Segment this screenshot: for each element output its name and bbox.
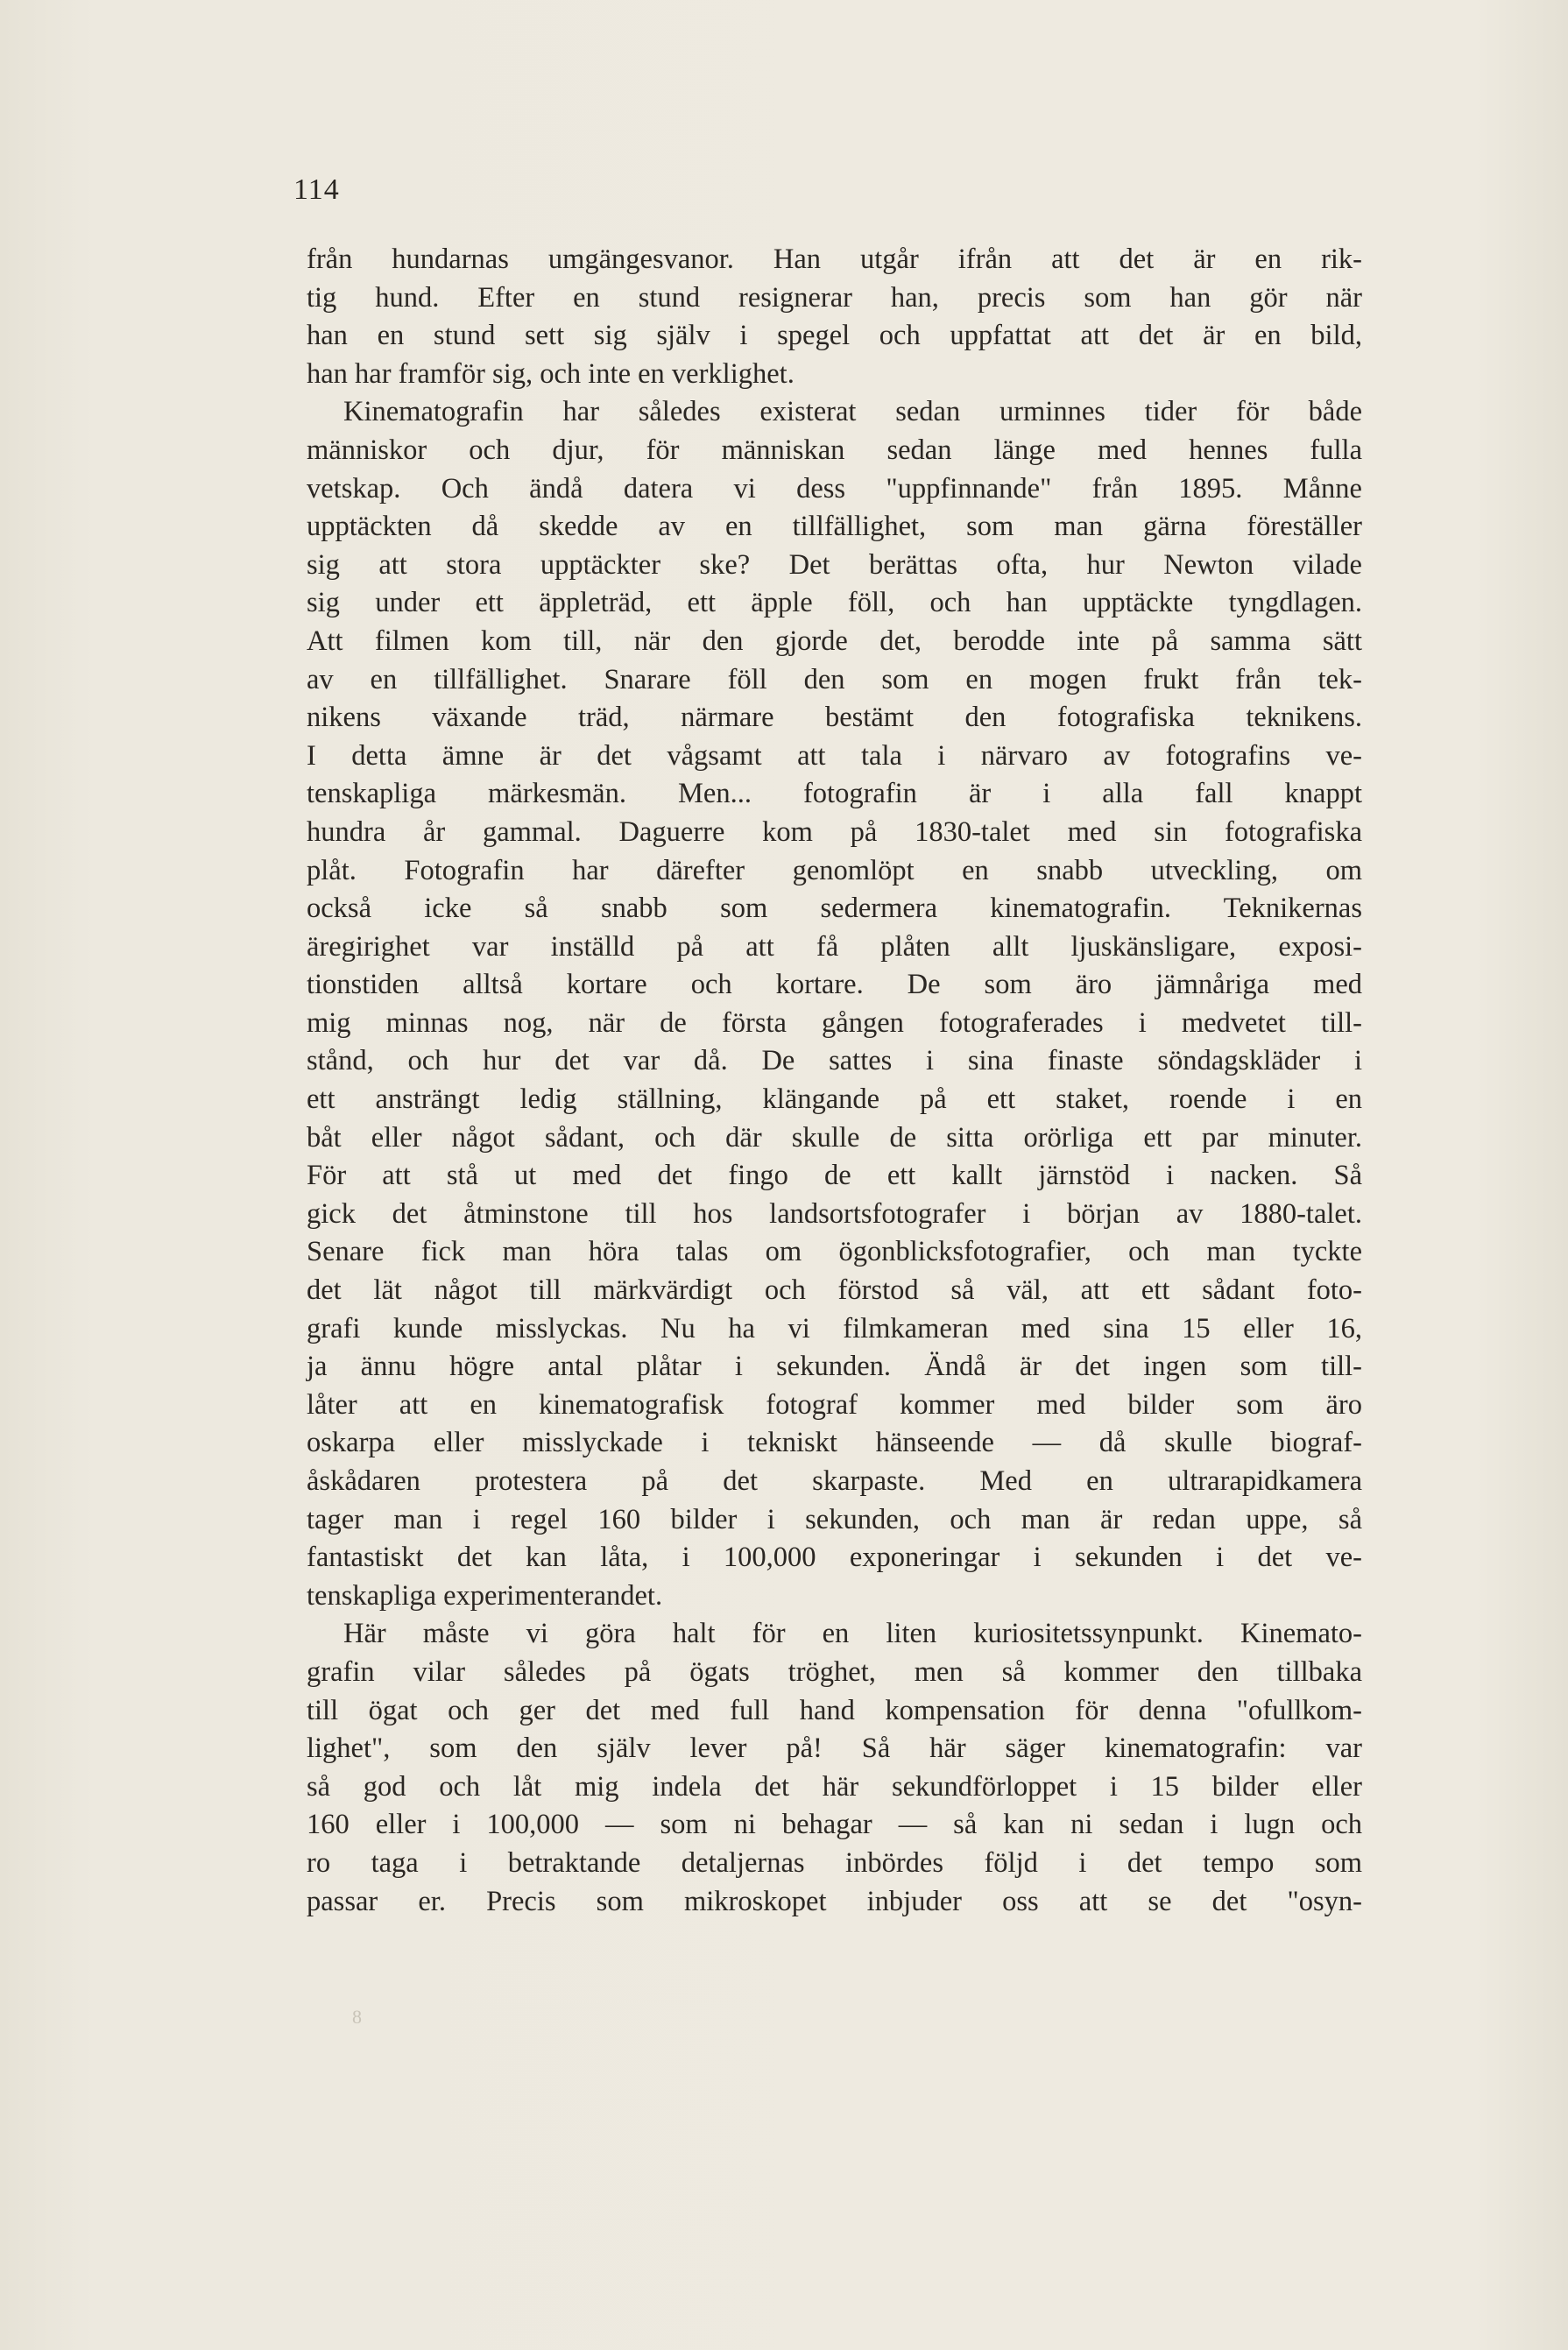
text-line: 160 eller i 100,000 — som ni behagar — så kan ni sedan i lugn och — [307, 1809, 1362, 1841]
text-line: till ögat och ger det med full hand kompensation för denna "ofullkom- — [307, 1694, 1362, 1726]
text-line: det lät något till märkvärdigt och förstod så väl, att ett sådant foto- — [307, 1274, 1362, 1307]
text-line: av en tillfällighet. Snarare föll den som en mogen frukt från tek- — [307, 663, 1362, 695]
text-line: nikens växande träd, närmare bestämt den fotografiska teknikens. — [307, 702, 1362, 734]
text-line: låter att en kinematografisk fotograf kommer med bilder som äro — [307, 1388, 1362, 1421]
text-line: från hundarnas umgängesvanor. Han utgår ifrån att det är en rik- — [307, 243, 1362, 275]
text-line: ja ännu högre antal plåtar i sekunden. Ändå är det ingen som till- — [307, 1351, 1362, 1383]
text-line: fantastiskt det kan låta, i 100,000 exponeringar i sekunden i det ve- — [307, 1542, 1362, 1574]
text-line: tenskapliga experimenterandet. — [307, 1579, 663, 1612]
text-line: ro taga i betraktande detaljernas inbördes följd i det tempo som — [307, 1846, 1362, 1879]
text-line: sig att stora upptäckter ske? Det berättas ofta, hur Newton vilade — [307, 548, 1362, 581]
text-line: stånd, och hur det var då. De sattes i sina finaste söndagskläder i — [307, 1045, 1362, 1077]
paragraph-3 — [307, 1615, 1362, 1921]
text-line: också icke så snabb som sedermera kinematografin. Teknikernas — [307, 893, 1362, 925]
text-line: lighet", som den själv lever på! Så här säger kinematografin: var — [307, 1733, 1362, 1765]
text-line: plåt. Fotografin har därefter genomlöpt en snabb utveckling, om — [307, 854, 1362, 886]
text-line: passar er. Precis som mikroskopet inbjuder oss att se det "osyn- — [307, 1885, 1362, 1917]
text-line: vetskap. Och ändå datera vi dess "uppfinnande" från 1895. Månne — [307, 472, 1362, 505]
text-line: gick det åtminstone till hos landsortsfotografer i början av 1880-talet. — [307, 1197, 1362, 1230]
text-line: grafi kunde misslyckas. Nu ha vi filmkameran med sina 15 eller 16, — [307, 1312, 1362, 1344]
text-line: han har framför sig, och inte en verklighet. — [307, 357, 795, 390]
page-footer-mark: 8 — [352, 2006, 362, 2028]
text-line: sig under ett äppleträd, ett äpple föll, och han upptäckte tyngdlagen. — [307, 587, 1362, 619]
page-number: 114 — [293, 173, 340, 206]
text-line: båt eller något sådant, och där skulle de sitta orörliga ett par minuter. — [307, 1121, 1362, 1154]
text-line: så god och låt mig indela det här sekundförloppet i 15 bilder eller — [307, 1770, 1362, 1803]
text-line: äregirighet var inställd på att få plåten allt ljuskänsligare, exposi- — [307, 930, 1362, 963]
text-line: upptäckten då skedde av en tillfällighet, som man gärna föreställer — [307, 511, 1362, 543]
text-line: åskådaren protestera på det skarpaste. Med en ultrarapidkamera — [307, 1465, 1362, 1497]
text-line: I detta ämne är det vågsamt att tala i närvaro av fotografins ve- — [307, 739, 1362, 772]
text-line: tager man i regel 160 bilder i sekunden, och man är redan uppe, så — [307, 1503, 1362, 1535]
text-line: För att stå ut med det fingo de ett kallt järnstöd i nacken. Så — [307, 1160, 1362, 1192]
text-line: tionstiden alltså kortare och kortare. De som äro jämnåriga med — [307, 969, 1362, 1001]
text-line: han en stund sett sig själv i spegel och uppfattat att det är en bild, — [307, 320, 1362, 352]
text-line: mig minnas nog, när de första gången fotograferades i medvetet till- — [307, 1006, 1362, 1039]
paragraph-2 — [307, 393, 1362, 1615]
text-line: Senare fick man höra talas om ögonblicksfotografier, och man tyckte — [307, 1236, 1362, 1268]
text-line: Kinematografin har således existerat sedan urminnes tider för både — [343, 396, 1362, 428]
text-line: Här måste vi göra halt för en liten kuriositetssynpunkt. Kinemato- — [343, 1618, 1362, 1650]
text-line: Att filmen kom till, när den gjorde det, berodde inte på samma sätt — [307, 625, 1362, 657]
text-line: ett ansträngt ledig ställning, klängande på ett staket, roende i en — [307, 1083, 1362, 1116]
text-line: grafin vilar således på ögats tröghet, men så kommer den tillbaka — [307, 1655, 1362, 1688]
text-line: tenskapliga märkesmän. Men... fotografin är i alla fall knappt — [307, 778, 1362, 810]
text-line: hundra år gammal. Daguerre kom på 1830-talet med sin fotografiska — [307, 815, 1362, 848]
text-line: människor och djur, för människan sedan länge med hennes fulla — [307, 434, 1362, 466]
body-text — [307, 241, 1362, 1921]
text-line: oskarpa eller misslyckade i tekniskt hänseende — då skulle biograf- — [307, 1427, 1362, 1459]
text-line: tig hund. Efter en stund resignerar han, precis som han gör när — [307, 281, 1362, 314]
paragraph-1 — [307, 241, 1362, 393]
